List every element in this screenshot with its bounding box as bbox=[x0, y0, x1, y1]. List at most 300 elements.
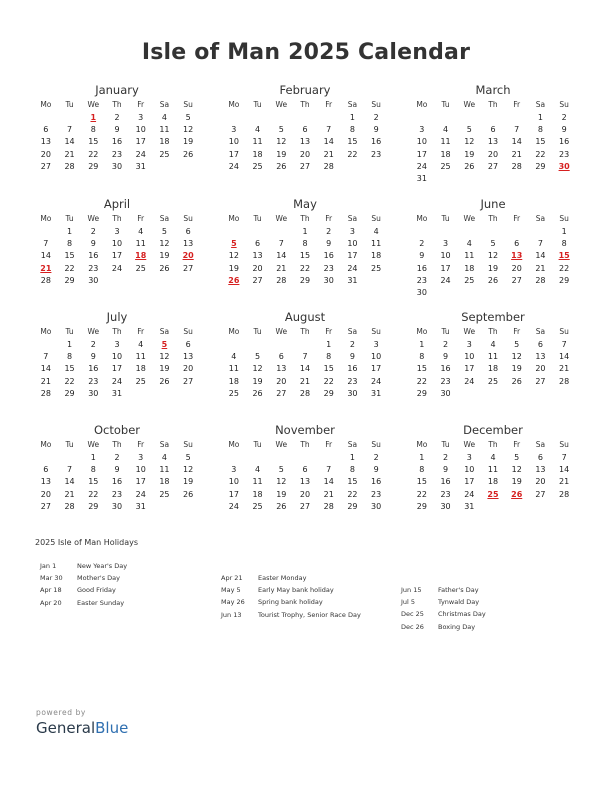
empty-cell bbox=[34, 339, 58, 351]
weekday-header: Tu bbox=[253, 214, 262, 223]
day-cell: 14 bbox=[559, 465, 570, 475]
day-cell: 16 bbox=[440, 477, 451, 487]
empty-cell bbox=[222, 112, 246, 124]
day-cell: 17 bbox=[135, 137, 146, 147]
holiday-entry bbox=[401, 621, 486, 633]
day-cell: 14 bbox=[299, 364, 311, 374]
day-cell: 12 bbox=[183, 465, 194, 475]
day-cell: 13 bbox=[299, 477, 311, 487]
weekday-header: Fr bbox=[513, 100, 521, 109]
day-cell: 26 bbox=[511, 376, 522, 386]
day-cell: 19 bbox=[487, 263, 499, 273]
holiday-day-cell: 25 bbox=[487, 489, 499, 499]
empty-cell bbox=[317, 452, 341, 464]
day-cell: 14 bbox=[535, 251, 546, 261]
day-cell: 21 bbox=[40, 376, 51, 386]
weekday-header: Tu bbox=[65, 100, 74, 109]
day-cell: 25 bbox=[135, 376, 146, 386]
weekday-header: Sa bbox=[347, 100, 358, 109]
day-cell: 14 bbox=[559, 352, 570, 362]
weekday-header: Mo bbox=[40, 100, 52, 109]
day-cell: 21 bbox=[323, 149, 334, 159]
month-days-grid bbox=[222, 326, 388, 400]
weekday-header: Fr bbox=[137, 100, 145, 109]
day-cell: 21 bbox=[559, 364, 570, 374]
day-cell: 16 bbox=[323, 251, 334, 261]
weekday-header: Tu bbox=[65, 214, 74, 223]
holiday-name: New Year's Day bbox=[77, 562, 128, 570]
day-cell: 8 bbox=[67, 239, 73, 249]
month-name: September bbox=[461, 310, 525, 324]
weekday-header: We bbox=[275, 100, 288, 109]
weekday-header: Tu bbox=[253, 100, 262, 109]
day-cell: 18 bbox=[371, 251, 382, 261]
day-cell: 30 bbox=[88, 275, 99, 285]
day-cell: 8 bbox=[302, 239, 308, 249]
weekday-header: Th bbox=[300, 327, 310, 336]
month-days-grid bbox=[222, 213, 388, 287]
empty-cell bbox=[222, 226, 246, 238]
empty-cell bbox=[246, 226, 270, 238]
day-cell: 12 bbox=[276, 137, 287, 147]
day-cell: 6 bbox=[185, 226, 191, 236]
day-cell: 23 bbox=[347, 376, 358, 386]
day-cell: 8 bbox=[90, 465, 96, 475]
day-cell: 14 bbox=[64, 477, 75, 487]
weekday-header: Mo bbox=[228, 327, 240, 336]
day-cell: 17 bbox=[135, 477, 146, 487]
day-cell: 2 bbox=[114, 452, 120, 462]
day-cell: 6 bbox=[185, 339, 191, 349]
day-cell: 7 bbox=[67, 465, 73, 475]
day-cell: 6 bbox=[537, 339, 543, 349]
weekday-header: Sa bbox=[347, 440, 358, 449]
holiday-name: Boxing Day bbox=[438, 622, 476, 631]
day-cell: 31 bbox=[135, 501, 146, 511]
day-cell: 13 bbox=[487, 137, 499, 147]
holiday-day-cell: 20 bbox=[182, 251, 194, 261]
day-cell: 4 bbox=[161, 452, 167, 462]
day-cell: 20 bbox=[535, 477, 546, 487]
weekday-header: We bbox=[275, 327, 288, 336]
day-cell: 15 bbox=[64, 364, 75, 374]
day-cell: 24 bbox=[135, 149, 146, 159]
day-cell: 13 bbox=[40, 477, 51, 487]
day-cell: 21 bbox=[64, 149, 75, 159]
holiday-day-cell: 5 bbox=[161, 339, 168, 349]
day-cell: 2 bbox=[90, 226, 96, 236]
day-cell: 6 bbox=[278, 352, 284, 362]
day-cell: 6 bbox=[43, 465, 49, 475]
holiday-day-cell: 15 bbox=[558, 251, 570, 261]
holiday-date: Dec 26 bbox=[401, 622, 424, 631]
day-cell: 1 bbox=[349, 112, 355, 122]
day-cell: 26 bbox=[252, 388, 263, 398]
holiday-name: Christmas Day bbox=[438, 610, 486, 619]
day-cell: 12 bbox=[228, 251, 239, 261]
logo-part-blue: Blue bbox=[95, 719, 129, 737]
day-cell: 27 bbox=[299, 501, 311, 511]
day-cell: 2 bbox=[443, 339, 449, 349]
day-cell: 4 bbox=[255, 465, 261, 475]
day-cell: 26 bbox=[487, 275, 499, 285]
day-cell: 4 bbox=[138, 226, 144, 236]
day-cell: 12 bbox=[487, 251, 499, 261]
day-cell: 17 bbox=[111, 364, 123, 374]
day-cell: 29 bbox=[299, 275, 311, 285]
weekday-header: Tu bbox=[441, 214, 450, 223]
day-cell: 17 bbox=[371, 364, 382, 374]
day-cell: 19 bbox=[252, 376, 263, 386]
day-cell: 2 bbox=[326, 226, 332, 236]
day-cell: 22 bbox=[535, 149, 546, 159]
day-cell: 28 bbox=[40, 388, 51, 398]
holiday-date: Dec 25 bbox=[401, 610, 424, 619]
day-cell: 10 bbox=[228, 137, 239, 147]
day-cell: 29 bbox=[64, 275, 75, 285]
weekday-header: Su bbox=[371, 214, 381, 223]
weekday-header: Mo bbox=[228, 440, 240, 449]
weekday-header: Fr bbox=[137, 327, 145, 336]
day-cell: 31 bbox=[371, 388, 382, 398]
day-cell: 22 bbox=[347, 489, 358, 499]
day-cell: 23 bbox=[88, 376, 99, 386]
day-cell: 13 bbox=[40, 137, 51, 147]
weekday-header: Mo bbox=[416, 214, 428, 223]
weekday-header: Su bbox=[183, 100, 193, 109]
day-cell: 28 bbox=[559, 376, 570, 386]
day-cell: 22 bbox=[416, 376, 427, 386]
day-cell: 11 bbox=[135, 239, 146, 249]
day-cell: 2 bbox=[443, 452, 449, 462]
holiday-entry bbox=[221, 609, 361, 621]
day-cell: 22 bbox=[88, 149, 99, 159]
empty-cell bbox=[293, 452, 317, 464]
day-cell: 7 bbox=[537, 239, 543, 249]
weekday-header: Tu bbox=[441, 440, 450, 449]
day-cell: 10 bbox=[464, 352, 475, 362]
day-cell: 1 bbox=[419, 339, 425, 349]
day-cell: 23 bbox=[371, 489, 382, 499]
holiday-date: Jun 13 bbox=[221, 610, 242, 619]
month-november bbox=[222, 422, 388, 513]
day-cell: 13 bbox=[183, 352, 194, 362]
day-cell: 5 bbox=[185, 112, 191, 122]
weekday-header: Su bbox=[183, 327, 193, 336]
day-cell: 30 bbox=[323, 275, 334, 285]
holidays-title: 2025 Isle of Man Holidays bbox=[35, 538, 139, 547]
day-cell: 18 bbox=[464, 263, 475, 273]
weekday-header: Su bbox=[183, 440, 193, 449]
weekday-header: Tu bbox=[441, 327, 450, 336]
day-cell: 10 bbox=[464, 465, 475, 475]
weekday-header: Fr bbox=[325, 214, 333, 223]
day-cell: 21 bbox=[559, 477, 570, 487]
day-cell: 29 bbox=[416, 388, 427, 398]
month-august bbox=[222, 309, 388, 400]
weekday-header: Th bbox=[488, 100, 498, 109]
day-cell: 13 bbox=[299, 137, 311, 147]
weekday-header: Tu bbox=[441, 100, 450, 109]
empty-cell bbox=[269, 226, 293, 238]
day-cell: 27 bbox=[299, 161, 311, 171]
day-cell: 10 bbox=[111, 352, 123, 362]
day-cell: 25 bbox=[371, 263, 382, 273]
day-cell: 3 bbox=[443, 239, 449, 249]
holiday-date: Jun 15 bbox=[401, 586, 422, 594]
day-cell: 31 bbox=[111, 388, 123, 398]
day-cell: 26 bbox=[159, 263, 170, 273]
day-cell: 16 bbox=[111, 477, 123, 487]
day-cell: 10 bbox=[228, 477, 239, 487]
day-cell: 22 bbox=[64, 263, 75, 273]
month-days-grid bbox=[222, 439, 388, 513]
day-cell: 6 bbox=[302, 465, 308, 475]
holiday-name: Mother's Day bbox=[77, 574, 120, 583]
empty-cell bbox=[222, 339, 246, 351]
month-september bbox=[410, 309, 576, 400]
day-cell: 19 bbox=[276, 149, 287, 159]
day-cell: 21 bbox=[323, 489, 334, 499]
day-cell: 9 bbox=[90, 352, 96, 362]
day-cell: 3 bbox=[419, 125, 425, 135]
day-cell: 2 bbox=[349, 339, 355, 349]
day-cell: 31 bbox=[135, 161, 146, 171]
day-cell: 27 bbox=[487, 161, 499, 171]
day-cell: 20 bbox=[299, 149, 311, 159]
month-july bbox=[34, 309, 200, 400]
day-cell: 19 bbox=[511, 364, 522, 374]
day-cell: 24 bbox=[440, 275, 451, 285]
empty-cell bbox=[410, 112, 434, 124]
holiday-day-cell: 18 bbox=[135, 251, 147, 261]
day-cell: 26 bbox=[183, 149, 194, 159]
day-cell: 1 bbox=[67, 339, 73, 349]
holiday-entry bbox=[40, 597, 127, 609]
day-cell: 28 bbox=[64, 161, 75, 171]
empty-cell bbox=[434, 226, 458, 238]
day-cell: 6 bbox=[514, 239, 520, 249]
day-cell: 13 bbox=[535, 352, 546, 362]
day-cell: 18 bbox=[159, 137, 170, 147]
day-cell: 9 bbox=[419, 251, 425, 261]
day-cell: 17 bbox=[228, 149, 239, 159]
day-cell: 14 bbox=[40, 364, 51, 374]
weekday-header: Th bbox=[488, 214, 498, 223]
day-cell: 23 bbox=[559, 149, 570, 159]
day-cell: 27 bbox=[535, 376, 546, 386]
day-cell: 24 bbox=[464, 489, 475, 499]
holiday-column bbox=[221, 572, 361, 621]
weekday-header: We bbox=[87, 214, 100, 223]
weekday-header: Tu bbox=[253, 440, 262, 449]
day-cell: 17 bbox=[347, 251, 358, 261]
day-cell: 10 bbox=[111, 239, 123, 249]
weekday-header: Sa bbox=[159, 214, 170, 223]
day-cell: 2 bbox=[114, 112, 120, 122]
holiday-name: Easter Monday bbox=[258, 574, 307, 582]
day-cell: 4 bbox=[231, 352, 237, 362]
empty-cell bbox=[246, 452, 270, 464]
weekday-header: We bbox=[463, 440, 476, 449]
day-cell: 6 bbox=[255, 239, 261, 249]
day-cell: 4 bbox=[138, 339, 144, 349]
day-cell: 2 bbox=[90, 339, 96, 349]
holiday-column bbox=[401, 584, 486, 633]
month-name: December bbox=[463, 423, 523, 437]
day-cell: 20 bbox=[276, 376, 287, 386]
weekday-header: Mo bbox=[228, 214, 240, 223]
holiday-entry bbox=[221, 572, 361, 584]
day-cell: 28 bbox=[559, 489, 570, 499]
holiday-entry bbox=[40, 584, 127, 596]
holiday-day-cell: 26 bbox=[511, 489, 523, 499]
weekday-header: Sa bbox=[159, 440, 170, 449]
day-cell: 11 bbox=[135, 352, 146, 362]
holiday-day-cell: 1 bbox=[90, 112, 97, 122]
weekday-header: Su bbox=[559, 214, 569, 223]
empty-cell bbox=[434, 112, 458, 124]
day-cell: 11 bbox=[440, 137, 451, 147]
day-cell: 22 bbox=[88, 489, 99, 499]
day-cell: 14 bbox=[323, 137, 334, 147]
empty-cell bbox=[481, 112, 505, 124]
day-cell: 27 bbox=[276, 388, 287, 398]
day-cell: 7 bbox=[514, 125, 520, 135]
day-cell: 8 bbox=[561, 239, 567, 249]
weekday-header: Tu bbox=[253, 327, 262, 336]
day-cell: 20 bbox=[535, 364, 546, 374]
weekday-header: Th bbox=[112, 100, 122, 109]
day-cell: 27 bbox=[40, 501, 51, 511]
weekday-header: Mo bbox=[228, 100, 240, 109]
day-cell: 12 bbox=[183, 125, 194, 135]
day-cell: 4 bbox=[490, 339, 496, 349]
month-name: April bbox=[103, 197, 131, 211]
day-cell: 15 bbox=[416, 364, 427, 374]
month-name: August bbox=[284, 310, 326, 324]
holiday-entry bbox=[40, 560, 127, 572]
day-cell: 29 bbox=[323, 388, 334, 398]
day-cell: 8 bbox=[537, 125, 543, 135]
day-cell: 16 bbox=[559, 137, 570, 147]
day-cell: 4 bbox=[373, 226, 379, 236]
holiday-entry bbox=[221, 596, 361, 608]
day-cell: 30 bbox=[88, 388, 99, 398]
day-cell: 3 bbox=[349, 226, 355, 236]
day-cell: 23 bbox=[416, 275, 427, 285]
weekday-header: We bbox=[463, 100, 476, 109]
day-cell: 18 bbox=[487, 477, 499, 487]
day-cell: 20 bbox=[511, 263, 522, 273]
day-cell: 27 bbox=[183, 263, 194, 273]
day-cell: 6 bbox=[302, 125, 308, 135]
day-cell: 9 bbox=[90, 239, 96, 249]
empty-cell bbox=[58, 452, 82, 464]
day-cell: 5 bbox=[278, 125, 284, 135]
month-name: May bbox=[293, 197, 317, 211]
day-cell: 15 bbox=[535, 137, 546, 147]
day-cell: 11 bbox=[252, 477, 263, 487]
day-cell: 9 bbox=[561, 125, 567, 135]
day-cell: 13 bbox=[535, 465, 546, 475]
day-cell: 24 bbox=[111, 376, 123, 386]
day-cell: 18 bbox=[487, 364, 499, 374]
day-cell: 24 bbox=[111, 263, 123, 273]
day-cell: 8 bbox=[419, 465, 425, 475]
day-cell: 9 bbox=[373, 465, 379, 475]
day-cell: 30 bbox=[440, 388, 451, 398]
day-cell: 5 bbox=[514, 452, 520, 462]
holiday-name: Father's Day bbox=[438, 586, 479, 594]
day-cell: 30 bbox=[416, 288, 427, 298]
day-cell: 7 bbox=[561, 452, 567, 462]
day-cell: 29 bbox=[416, 501, 427, 511]
day-cell: 27 bbox=[183, 376, 194, 386]
day-cell: 7 bbox=[43, 239, 49, 249]
day-cell: 25 bbox=[252, 161, 263, 171]
generalblue-logo bbox=[36, 719, 128, 737]
weekday-header: Sa bbox=[535, 327, 546, 336]
day-cell: 15 bbox=[323, 364, 334, 374]
day-cell: 11 bbox=[487, 465, 499, 475]
month-days-grid bbox=[410, 326, 576, 400]
weekday-header: Th bbox=[112, 214, 122, 223]
day-cell: 26 bbox=[183, 489, 194, 499]
weekday-header: Fr bbox=[325, 100, 333, 109]
day-cell: 7 bbox=[561, 339, 567, 349]
day-cell: 10 bbox=[347, 239, 358, 249]
day-cell: 9 bbox=[114, 465, 120, 475]
day-cell: 30 bbox=[111, 161, 123, 171]
weekday-header: Th bbox=[300, 214, 310, 223]
day-cell: 16 bbox=[371, 137, 382, 147]
weekday-header: Fr bbox=[325, 327, 333, 336]
weekday-header: Su bbox=[371, 327, 381, 336]
day-cell: 9 bbox=[349, 352, 355, 362]
page-title: Isle of Man 2025 Calendar bbox=[141, 40, 471, 65]
day-cell: 16 bbox=[416, 263, 427, 273]
weekday-header: Fr bbox=[513, 327, 521, 336]
empty-cell bbox=[293, 112, 317, 124]
day-cell: 19 bbox=[183, 137, 194, 147]
holiday-date: Jan 1 bbox=[40, 562, 57, 570]
day-cell: 19 bbox=[159, 364, 170, 374]
day-cell: 23 bbox=[111, 489, 123, 499]
day-cell: 27 bbox=[252, 275, 263, 285]
day-cell: 5 bbox=[278, 465, 284, 475]
weekday-header: Mo bbox=[40, 327, 52, 336]
day-cell: 16 bbox=[440, 364, 451, 374]
day-cell: 21 bbox=[299, 376, 311, 386]
day-cell: 26 bbox=[276, 161, 287, 171]
day-cell: 8 bbox=[349, 465, 355, 475]
day-cell: 14 bbox=[40, 251, 51, 261]
day-cell: 22 bbox=[323, 376, 334, 386]
day-cell: 9 bbox=[326, 239, 332, 249]
day-cell: 28 bbox=[40, 275, 51, 285]
weekday-header: Fr bbox=[513, 214, 521, 223]
day-cell: 21 bbox=[64, 489, 75, 499]
day-cell: 17 bbox=[416, 149, 427, 159]
day-cell: 5 bbox=[466, 125, 472, 135]
day-cell: 20 bbox=[40, 149, 51, 159]
weekday-header: Th bbox=[488, 327, 498, 336]
empty-cell bbox=[505, 112, 529, 124]
day-cell: 10 bbox=[135, 465, 146, 475]
weekday-header: We bbox=[275, 440, 288, 449]
day-cell: 1 bbox=[537, 112, 543, 122]
